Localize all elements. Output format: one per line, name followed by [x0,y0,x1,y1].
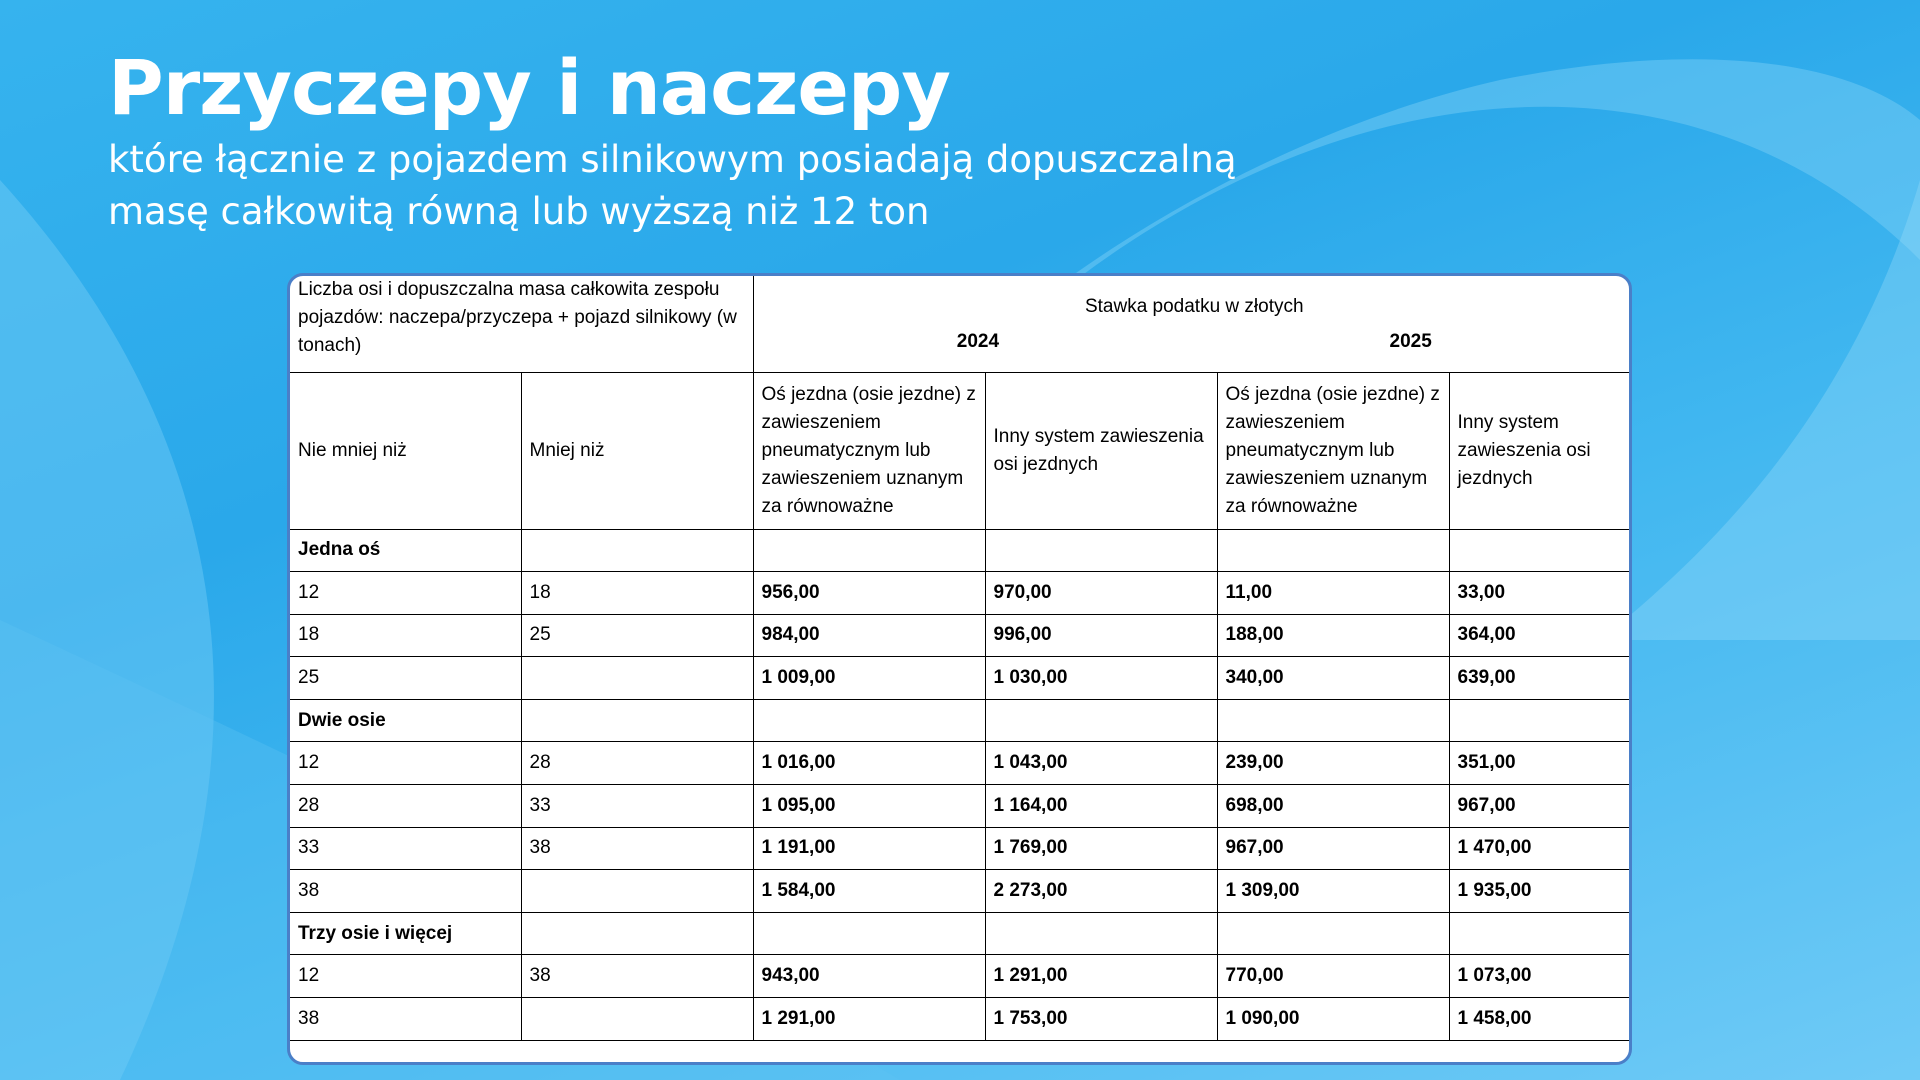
header-year-2025: 2025 [1389,330,1432,352]
cell-air-2025: 1 090,00 [1217,998,1449,1041]
header-tax-rate [753,276,1632,372]
cell-min: 33 [290,827,521,870]
empty-cell [985,912,1217,955]
cell-other-2025: 639,00 [1449,657,1632,700]
section-label: Jedna oś [290,529,521,572]
header-years [762,328,1628,356]
cell-other-2024: 1 291,00 [985,955,1217,998]
cell-air-2024: 1 009,00 [753,657,985,700]
cell-other-2025: 1 470,00 [1449,827,1632,870]
cell-min: 38 [290,998,521,1041]
cell-air-2024: 1 095,00 [753,785,985,828]
cell-max [521,870,753,913]
empty-cell [1217,699,1449,742]
cell-air-2025: 340,00 [1217,657,1449,700]
cell-min: 12 [290,572,521,615]
cell-air-2025: 11,00 [1217,572,1449,615]
table-row [290,785,1632,828]
table-row [290,614,1632,657]
col-header-air-2024: Oś jezdna (osie jezdne) z zawieszeniem pneumatycznym lub zawieszeniem uznanym za równoważne [753,372,985,529]
cell-other-2024: 1 753,00 [985,998,1217,1041]
table-row [290,572,1632,615]
cell-max: 28 [521,742,753,785]
section-row [290,529,1632,572]
cell-other-2025: 351,00 [1449,742,1632,785]
subtitle-line-2: masę całkowitą równą lub wyższą niż 12 ton [108,190,930,233]
section-row [290,912,1632,955]
table-row [290,870,1632,913]
empty-cell [985,529,1217,572]
cell-min: 25 [290,657,521,700]
cell-max [521,998,753,1041]
slide-title: Przyczepy i naczepy [108,43,950,132]
cell-air-2025: 967,00 [1217,827,1449,870]
cell-max [521,657,753,700]
cell-air-2024: 1 291,00 [753,998,985,1041]
header-tax-rate-label: Stawka podatku w złotych [1084,295,1304,317]
cell-air-2024: 1 016,00 [753,742,985,785]
cell-other-2025: 364,00 [1449,614,1632,657]
header-axles-and-mass: Liczba osi i dopuszczalna masa całkowita zespołu pojazdów: naczepa/przyczepa + pojazd silnikowy (w tonach) [290,276,753,372]
cell-other-2025: 1 458,00 [1449,998,1632,1041]
table-row [290,657,1632,700]
col-header-max: Mniej niż [521,372,753,529]
cell-other-2024: 2 273,00 [985,870,1217,913]
cell-min: 18 [290,614,521,657]
cell-air-2025: 698,00 [1217,785,1449,828]
col-header-air-2025: Oś jezdna (osie jezdne) z zawieszeniem pneumatycznym lub zawieszeniem uznanym za równoważne [1217,372,1449,529]
cell-other-2025: 1 935,00 [1449,870,1632,913]
cell-min: 38 [290,870,521,913]
cell-min: 12 [290,955,521,998]
cell-other-2024: 1 164,00 [985,785,1217,828]
empty-cell [753,699,985,742]
cell-other-2024: 1 769,00 [985,827,1217,870]
empty-cell [985,699,1217,742]
cell-air-2025: 239,00 [1217,742,1449,785]
empty-cell [1217,912,1449,955]
cell-air-2024: 956,00 [753,572,985,615]
cell-other-2025: 1 073,00 [1449,955,1632,998]
table-header-row-2 [290,372,1632,529]
col-header-other-2025: Inny system zawieszenia osi jezdnych [1449,372,1632,529]
section-label: Trzy osie i więcej [290,912,521,955]
col-header-other-2024: Inny system zawieszenia osi jezdnych [985,372,1217,529]
cell-max: 38 [521,827,753,870]
cell-max: 18 [521,572,753,615]
empty-cell [1449,912,1632,955]
cell-other-2024: 1 043,00 [985,742,1217,785]
col-header-min: Nie mniej niż [290,372,521,529]
slide-subtitle [108,134,1408,238]
table-row [290,827,1632,870]
tax-rate-table-card [287,273,1632,1065]
tax-rate-table [290,276,1632,1041]
empty-cell [1449,529,1632,572]
cell-min: 12 [290,742,521,785]
cell-min: 28 [290,785,521,828]
cell-other-2024: 970,00 [985,572,1217,615]
empty-cell [521,699,753,742]
cell-other-2025: 967,00 [1449,785,1632,828]
cell-air-2025: 188,00 [1217,614,1449,657]
cell-other-2024: 1 030,00 [985,657,1217,700]
table-row [290,955,1632,998]
cell-air-2025: 770,00 [1217,955,1449,998]
header-year-2024: 2024 [956,330,1000,352]
cell-max: 25 [521,614,753,657]
empty-cell [521,912,753,955]
cell-air-2024: 943,00 [753,955,985,998]
table-header-row-1 [290,276,1632,372]
subtitle-line-1: które łącznie z pojazdem silnikowym posiadają dopuszczalną [108,138,1237,181]
empty-cell [521,529,753,572]
empty-cell [753,912,985,955]
cell-other-2025: 33,00 [1449,572,1632,615]
cell-air-2024: 984,00 [753,614,985,657]
cell-air-2025: 1 309,00 [1217,870,1449,913]
section-row [290,699,1632,742]
cell-max: 38 [521,955,753,998]
empty-cell [753,529,985,572]
empty-cell [1449,699,1632,742]
cell-max: 33 [521,785,753,828]
table-row [290,998,1632,1041]
empty-cell [1217,529,1449,572]
cell-air-2024: 1 584,00 [753,870,985,913]
cell-other-2024: 996,00 [985,614,1217,657]
table-row [290,742,1632,785]
section-label: Dwie osie [290,699,521,742]
cell-air-2024: 1 191,00 [753,827,985,870]
